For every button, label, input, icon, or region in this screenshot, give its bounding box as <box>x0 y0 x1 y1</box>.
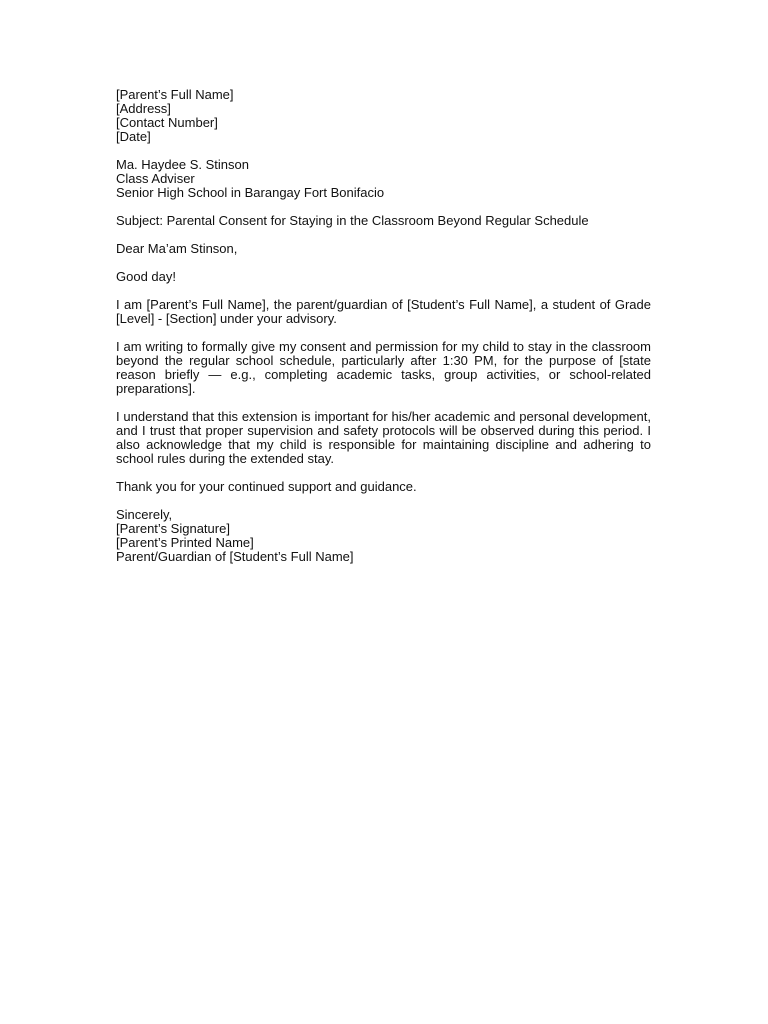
recipient-title: Class Adviser <box>116 171 195 186</box>
body-paragraph-3: I understand that this extension is important for his/her academic and personal development, and I trust that proper supervision and safety protocols will be observed during this period. I also acknowledge that my child is responsible for maintaining discipline and adhering to school rules during the extended stay. <box>116 409 651 466</box>
subject-line: Subject: Parental Consent for Staying in the Classroom Beyond Regular Schedule <box>116 213 589 228</box>
letter <box>116 88 651 578</box>
recipient-block <box>116 158 651 200</box>
sender-contact: [Contact Number] <box>116 115 218 130</box>
body-paragraph-1: I am [Parent’s Full Name], the parent/guardian of [Student’s Full Name], a student of Grade [Level] - [Section] under your advisory. <box>116 297 651 326</box>
salutation: Dear Ma’am Stinson, <box>116 241 238 256</box>
sign-off: Sincerely, <box>116 507 173 522</box>
signature-placeholder: [Parent’s Signature] <box>116 521 230 536</box>
sender-date: [Date] <box>116 129 151 144</box>
printed-name: [Parent’s Printed Name] <box>116 535 254 550</box>
sender-block <box>116 88 651 144</box>
recipient-name: Ma. Haydee S. Stinson <box>116 157 249 172</box>
sender-name: [Parent’s Full Name] <box>116 87 234 102</box>
body-paragraph-2: I am writing to formally give my consent and permission for my child to stay in the classroom beyond the regular school schedule, particularly after 1:30 PM, for the purpose of [state reason briefly — e.g., completing academic tasks, group activities, or school-related preparations]. <box>116 339 651 396</box>
greeting: Good day! <box>116 269 176 284</box>
sender-address: [Address] <box>116 101 171 116</box>
body-paragraph-4: Thank you for your continued support and guidance. <box>116 479 417 494</box>
relation-line: Parent/Guardian of [Student’s Full Name] <box>116 549 354 564</box>
closing-block <box>116 508 651 564</box>
recipient-school: Senior High School in Barangay Fort Bonifacio <box>116 185 385 200</box>
